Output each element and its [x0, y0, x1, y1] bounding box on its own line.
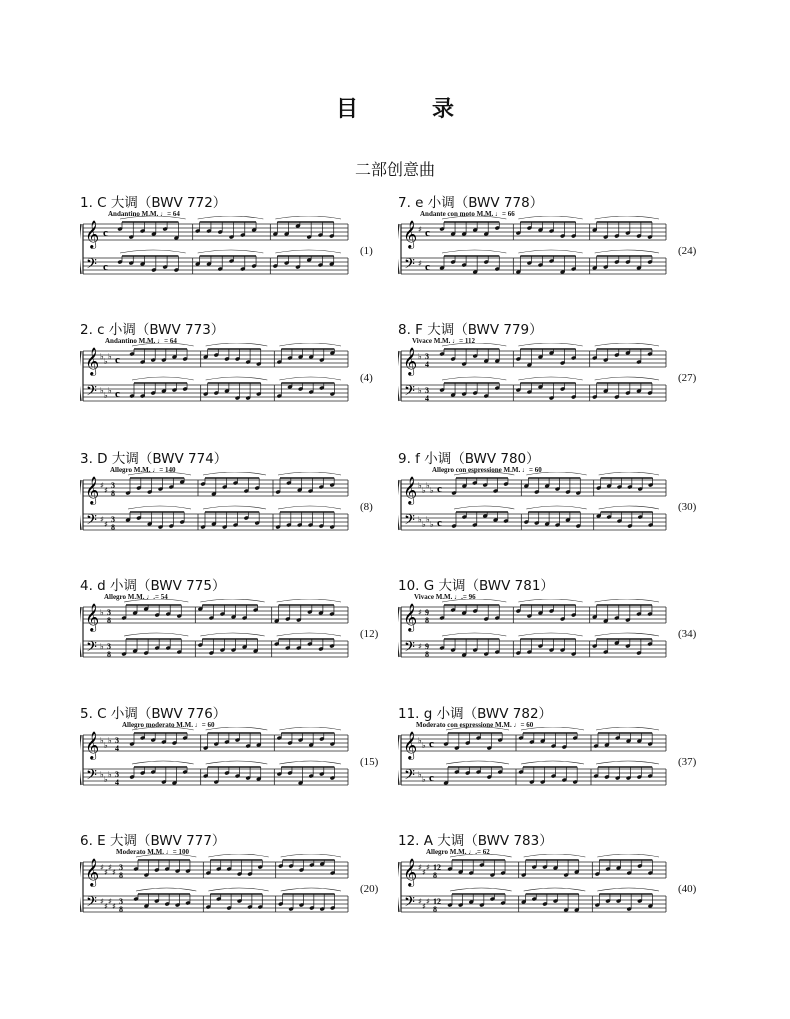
slur — [599, 506, 659, 509]
key-signature: ♯ — [418, 225, 422, 234]
time-signature: 8 — [433, 905, 437, 914]
key-signature: ♯ — [426, 897, 430, 906]
slur — [442, 216, 506, 219]
page-number: (37) — [678, 756, 697, 768]
key-signature: ♭ — [104, 775, 108, 784]
slur — [450, 888, 512, 891]
contents-entry[interactable] — [398, 447, 718, 557]
key-signature: ♯ — [100, 897, 104, 906]
key-signature: ♭ — [104, 357, 108, 366]
time-signature: 8 — [425, 650, 429, 659]
key-signature: ♭ — [100, 736, 104, 745]
slur — [518, 377, 582, 380]
slur — [206, 727, 268, 730]
slur — [442, 633, 506, 636]
entry-title: 1. C 大调（BWV 772） — [80, 195, 227, 211]
key-signature: ♯ — [112, 902, 116, 911]
slur — [595, 599, 659, 602]
key-signature: ♭ — [418, 352, 422, 361]
key-signature: ♯ — [104, 486, 108, 495]
entry-title: 6. E 大调（BWV 777） — [80, 833, 226, 849]
time-signature: 12 — [433, 897, 441, 906]
key-signature: ♯ — [418, 863, 422, 872]
slur — [518, 599, 582, 602]
tempo-marking: Moderato M.M. ♩= 100 — [116, 848, 189, 856]
key-signature: ♯ — [100, 515, 104, 524]
key-signature: ♭ — [418, 515, 422, 524]
time-signature: 3 — [115, 736, 119, 745]
key-signature: ♭ — [108, 352, 112, 361]
key-signature: ♯ — [100, 863, 104, 872]
page-number: (1) — [360, 245, 373, 257]
key-signature: ♭ — [430, 486, 434, 495]
music-incipit — [398, 216, 668, 286]
page-number: (27) — [678, 372, 697, 384]
slur — [518, 343, 582, 346]
time-signature: 4 — [425, 394, 429, 403]
key-signature: ♯ — [418, 897, 422, 906]
entry-title: 9. f 小调（BWV 780） — [398, 451, 540, 467]
time-signature: 3 — [119, 897, 123, 906]
slur — [595, 633, 659, 636]
page-number: (8) — [360, 501, 373, 513]
time-signature: 4 — [115, 778, 119, 787]
time-signature: 8 — [425, 616, 429, 625]
slur — [521, 761, 584, 764]
slur — [442, 343, 506, 346]
slur — [277, 633, 341, 636]
treble-clef: 𝄞 — [85, 347, 100, 375]
contents-entry[interactable] — [398, 574, 718, 684]
time-signature: 4 — [115, 744, 119, 753]
key-signature: ♭ — [100, 642, 104, 651]
key-signature: ♯ — [104, 902, 108, 911]
time-signature: 3 — [425, 386, 429, 395]
contents-entry[interactable] — [80, 702, 400, 812]
key-signature: ♭ — [422, 775, 426, 784]
brace — [80, 607, 81, 657]
brace — [398, 735, 399, 785]
tempo-marking: Allegro con espressione M.M. ♩= 60 — [432, 466, 542, 474]
contents-entry[interactable] — [398, 191, 718, 301]
page-number: (30) — [678, 501, 697, 513]
tempo-marking: Allegro M.M. ♩.= 62 — [426, 848, 490, 856]
slur — [128, 472, 191, 475]
slur — [446, 727, 509, 730]
time-signature: c — [103, 261, 108, 273]
bass-clef: 𝄢 — [404, 767, 415, 787]
slur — [446, 761, 509, 764]
time-signature: 3 — [111, 481, 115, 490]
slur — [208, 854, 268, 857]
key-signature: ♯ — [418, 608, 422, 617]
contents-entry[interactable] — [398, 318, 718, 428]
music-incipit — [80, 854, 350, 924]
time-signature: 8 — [119, 905, 123, 914]
contents-entry[interactable] — [80, 191, 400, 301]
brace — [80, 224, 81, 274]
slur — [595, 377, 659, 380]
slur — [454, 472, 514, 475]
tempo-marking: Allegro moderato M.M. ♩= 60 — [122, 721, 215, 729]
tempo-marking: Allegro M.M. ♩= 140 — [110, 466, 176, 474]
key-signature: ♯ — [422, 868, 426, 877]
time-signature: c — [429, 738, 434, 750]
slur — [136, 888, 196, 891]
slur — [208, 888, 268, 891]
brace — [398, 351, 399, 401]
entry-title: 2. c 小调（BWV 773） — [80, 322, 225, 338]
slur — [595, 343, 659, 346]
page-number: (12) — [360, 628, 379, 640]
key-signature: ♭ — [422, 741, 426, 750]
slur — [275, 250, 341, 253]
key-signature: ♯ — [104, 520, 108, 529]
brace — [80, 351, 81, 401]
key-signature: ♯ — [422, 902, 426, 911]
bass-clef: 𝄢 — [86, 256, 97, 276]
time-signature: 3 — [425, 352, 429, 361]
bass-clef: 𝄢 — [86, 512, 97, 532]
entry-title: 3. D 大调（BWV 774） — [80, 451, 228, 467]
section-title: 二部创意曲 — [354, 160, 435, 179]
music-incipit — [398, 854, 668, 924]
time-signature: c — [437, 483, 442, 495]
key-signature: ♯ — [108, 897, 112, 906]
slur — [281, 854, 341, 857]
page-number: (4) — [360, 372, 373, 384]
brace — [80, 735, 81, 785]
slur — [279, 727, 341, 730]
key-signature: ♭ — [108, 386, 112, 395]
time-signature: 8 — [107, 616, 111, 625]
music-incipit — [80, 472, 350, 542]
bass-clef: 𝄢 — [404, 383, 415, 403]
bass-clef: 𝄢 — [404, 639, 415, 659]
time-signature: 8 — [111, 523, 115, 532]
time-signature: 8 — [111, 489, 115, 498]
slur — [518, 250, 582, 253]
slur — [442, 599, 506, 602]
treble-clef: 𝄞 — [403, 347, 418, 375]
key-signature: ♭ — [108, 736, 112, 745]
page-number: (15) — [360, 756, 379, 768]
page-number: (24) — [678, 245, 697, 257]
time-signature: 3 — [107, 642, 111, 651]
key-signature: ♭ — [418, 770, 422, 779]
tempo-marking: Allegro M.M. ♩.= 54 — [104, 593, 168, 601]
treble-clef: 𝄞 — [403, 603, 418, 631]
music-incipit — [80, 343, 350, 413]
slur — [120, 216, 186, 219]
time-signature: 8 — [433, 871, 437, 880]
slur — [521, 727, 584, 730]
tempo-marking: Vivace M.M. ♩= 112 — [412, 337, 476, 345]
time-signature: 9 — [425, 642, 429, 651]
time-signature: 3 — [107, 608, 111, 617]
slur — [526, 472, 586, 475]
bass-clef: 𝄢 — [404, 256, 415, 276]
slur — [132, 727, 194, 730]
slur — [442, 377, 506, 380]
brace — [398, 607, 399, 657]
bass-clef: 𝄢 — [404, 894, 415, 914]
slur — [120, 250, 186, 253]
time-signature: c — [425, 261, 430, 273]
key-signature: ♯ — [418, 642, 422, 651]
brace — [80, 480, 81, 530]
slur — [124, 633, 188, 636]
key-signature: ♭ — [100, 386, 104, 395]
time-signature: 3 — [111, 515, 115, 524]
contents-entry[interactable] — [80, 574, 400, 684]
time-signature: c — [115, 354, 120, 366]
slur — [132, 377, 194, 380]
music-incipit — [80, 599, 350, 669]
key-signature: ♭ — [418, 386, 422, 395]
slur — [281, 888, 341, 891]
key-signature: ♭ — [422, 486, 426, 495]
time-signature: 9 — [425, 608, 429, 617]
key-signature: ♯ — [108, 863, 112, 872]
slur — [278, 472, 341, 475]
entry-title: 10. G 大调（BWV 781） — [398, 578, 554, 594]
time-signature: 12 — [433, 863, 441, 872]
entry-title: 4. d 小调（BWV 775） — [80, 578, 226, 594]
bass-clef: 𝄢 — [86, 767, 97, 787]
page-number: (20) — [360, 883, 379, 895]
contents-entry[interactable] — [80, 447, 400, 557]
slur — [597, 888, 659, 891]
slur — [279, 377, 341, 380]
entry-title: 11. g 小调（BWV 782） — [398, 706, 553, 722]
time-signature: c — [437, 517, 442, 529]
slur — [136, 854, 196, 857]
treble-clef: 𝄞 — [85, 731, 100, 759]
slur — [279, 343, 341, 346]
time-signature: 8 — [119, 871, 123, 880]
treble-clef: 𝄞 — [85, 476, 100, 504]
brace — [398, 480, 399, 530]
slur — [524, 888, 586, 891]
time-signature: c — [103, 227, 108, 239]
key-signature: ♯ — [418, 259, 422, 268]
tempo-marking: Vivace M.M. ♩.= 96 — [414, 593, 476, 601]
slur — [128, 506, 191, 509]
bass-clef: 𝄢 — [86, 383, 97, 403]
treble-clef: 𝄞 — [403, 731, 418, 759]
slur — [518, 633, 582, 636]
music-incipit — [398, 727, 668, 797]
slur — [277, 599, 341, 602]
slur — [597, 854, 659, 857]
slur — [518, 216, 582, 219]
treble-clef: 𝄞 — [85, 220, 100, 248]
time-signature: 3 — [119, 863, 123, 872]
tempo-marking: Andantino M.M. ♩= 64 — [105, 337, 177, 345]
page-number: (40) — [678, 883, 697, 895]
slur — [203, 506, 266, 509]
slur — [279, 761, 341, 764]
slur — [200, 633, 264, 636]
time-signature: c — [425, 227, 430, 239]
tempo-marking: Andantino M.M. ♩= 64 — [108, 210, 180, 218]
slur — [132, 343, 194, 346]
slur — [596, 727, 659, 730]
treble-clef: 𝄞 — [85, 858, 100, 886]
slur — [454, 506, 514, 509]
contents-entry[interactable] — [398, 702, 718, 812]
key-signature: ♭ — [422, 520, 426, 529]
bass-clef: 𝄢 — [86, 894, 97, 914]
key-signature: ♭ — [430, 520, 434, 529]
music-incipit — [398, 599, 668, 669]
entry-title: 5. C 小调（BWV 776） — [80, 706, 227, 722]
brace — [398, 224, 399, 274]
key-signature: ♭ — [100, 770, 104, 779]
key-signature: ♭ — [100, 352, 104, 361]
brace — [398, 862, 399, 912]
time-signature: c — [429, 772, 434, 784]
tempo-marking: Andante con moto M.M. ♩= 66 — [420, 210, 515, 218]
bass-clef: 𝄢 — [404, 512, 415, 532]
slur — [206, 377, 268, 380]
music-incipit — [80, 727, 350, 797]
slur — [442, 250, 506, 253]
time-signature: c — [115, 388, 120, 400]
key-signature: ♭ — [104, 741, 108, 750]
contents-entry[interactable] — [80, 829, 400, 939]
bass-clef: 𝄢 — [86, 639, 97, 659]
music-incipit — [398, 472, 668, 542]
music-incipit — [398, 343, 668, 413]
time-signature: 3 — [115, 770, 119, 779]
entry-title: 7. e 小调（BWV 778） — [398, 195, 544, 211]
slur — [526, 506, 586, 509]
time-signature: 8 — [107, 650, 111, 659]
slur — [595, 216, 659, 219]
slur — [206, 343, 268, 346]
slur — [595, 250, 659, 253]
tempo-marking: Moderato con espressione M.M. ♩= 60 — [416, 721, 534, 729]
key-signature: ♯ — [112, 868, 116, 877]
slur — [200, 599, 264, 602]
slur — [198, 216, 264, 219]
slur — [275, 216, 341, 219]
key-signature: ♯ — [104, 868, 108, 877]
contents-entry[interactable] — [398, 829, 718, 939]
key-signature: ♭ — [418, 481, 422, 490]
brace — [80, 862, 81, 912]
treble-clef: 𝄞 — [403, 220, 418, 248]
treble-clef: 𝄞 — [403, 476, 418, 504]
key-signature: ♭ — [100, 608, 104, 617]
slur — [524, 854, 586, 857]
key-signature: ♯ — [426, 863, 430, 872]
time-signature: 4 — [425, 360, 429, 369]
entry-title: 8. F 大调（BWV 779） — [398, 322, 543, 338]
music-incipit — [80, 216, 350, 286]
key-signature: ♭ — [426, 481, 430, 490]
slur — [450, 854, 512, 857]
key-signature: ♭ — [108, 770, 112, 779]
slur — [132, 761, 194, 764]
slur — [198, 250, 264, 253]
slur — [124, 599, 188, 602]
contents-entry[interactable] — [80, 318, 400, 428]
slur — [596, 761, 659, 764]
key-signature: ♭ — [426, 515, 430, 524]
entry-title: 12. A 大调（BWV 783） — [398, 833, 553, 849]
treble-clef: 𝄞 — [85, 603, 100, 631]
treble-clef: 𝄞 — [403, 858, 418, 886]
slur — [203, 472, 266, 475]
slur — [206, 761, 268, 764]
key-signature: ♯ — [100, 481, 104, 490]
key-signature: ♭ — [418, 736, 422, 745]
slur — [278, 506, 341, 509]
key-signature: ♭ — [104, 391, 108, 400]
page-title: 目 录 — [335, 97, 480, 122]
page-number: (34) — [678, 628, 697, 640]
slur — [599, 472, 659, 475]
